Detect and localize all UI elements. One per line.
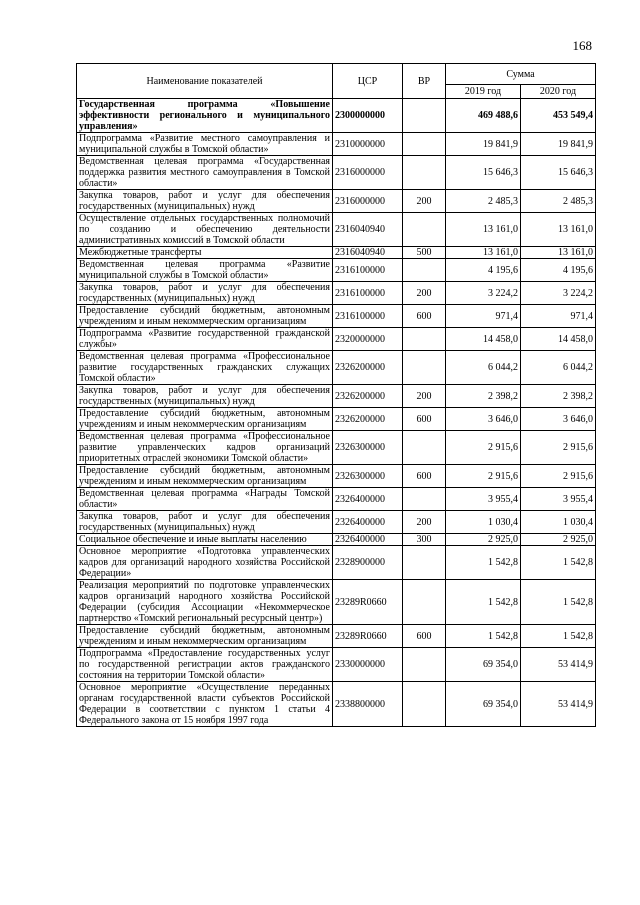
row-name: Подпрограмма «Развитие государственной гражданской службы» bbox=[77, 328, 333, 351]
row-csr: 2320000000 bbox=[333, 328, 403, 351]
row-csr: 2300000000 bbox=[333, 99, 403, 133]
row-value-2019: 2 485,3 bbox=[446, 190, 521, 213]
row-csr: 2326200000 bbox=[333, 385, 403, 408]
header-vr: ВР bbox=[403, 64, 446, 99]
row-csr: 2326300000 bbox=[333, 431, 403, 465]
row-name: Предоставление субсидий бюджетным, автономным учреждениям и иным некоммерческим организациям bbox=[77, 625, 333, 648]
row-csr: 2326300000 bbox=[333, 465, 403, 488]
table-row bbox=[77, 431, 596, 465]
row-csr: 2316040940 bbox=[333, 247, 403, 259]
row-vr bbox=[403, 99, 446, 133]
row-value-2020: 15 646,3 bbox=[521, 156, 596, 190]
budget-table bbox=[76, 63, 596, 727]
row-vr: 600 bbox=[403, 305, 446, 328]
row-csr: 2316000000 bbox=[333, 156, 403, 190]
row-value-2019: 1 542,8 bbox=[446, 580, 521, 625]
table-row bbox=[77, 546, 596, 580]
row-value-2019: 13 161,0 bbox=[446, 213, 521, 247]
row-name: Ведомственная целевая программа «Награды Томской области» bbox=[77, 488, 333, 511]
row-vr: 600 bbox=[403, 408, 446, 431]
row-name: Закупка товаров, работ и услуг для обеспечения государственных (муниципальных) нужд bbox=[77, 385, 333, 408]
row-value-2020: 14 458,0 bbox=[521, 328, 596, 351]
row-name: Предоставление субсидий бюджетным, автономным учреждениям и иным некоммерческим организациям bbox=[77, 305, 333, 328]
table-row bbox=[77, 328, 596, 351]
row-value-2019: 2 925,0 bbox=[446, 534, 521, 546]
row-vr: 600 bbox=[403, 625, 446, 648]
row-vr bbox=[403, 682, 446, 727]
row-value-2020: 19 841,9 bbox=[521, 133, 596, 156]
table-row bbox=[77, 682, 596, 727]
row-name: Ведомственная целевая программа «Профессиональное развитие государственных гражданских служащих Томской области» bbox=[77, 351, 333, 385]
row-csr: 2316100000 bbox=[333, 282, 403, 305]
row-value-2019: 1 542,8 bbox=[446, 625, 521, 648]
row-name: Закупка товаров, работ и услуг для обеспечения государственных (муниципальных) нужд bbox=[77, 282, 333, 305]
row-value-2020: 53 414,9 bbox=[521, 682, 596, 727]
row-vr bbox=[403, 351, 446, 385]
row-value-2020: 2 915,6 bbox=[521, 431, 596, 465]
row-vr: 300 bbox=[403, 534, 446, 546]
row-csr: 2326200000 bbox=[333, 408, 403, 431]
row-csr: 2316100000 bbox=[333, 259, 403, 282]
row-value-2020: 6 044,2 bbox=[521, 351, 596, 385]
row-vr: 200 bbox=[403, 282, 446, 305]
row-vr: 200 bbox=[403, 511, 446, 534]
row-value-2020: 1 542,8 bbox=[521, 580, 596, 625]
row-name: Межбюджетные трансферты bbox=[77, 247, 333, 259]
row-value-2020: 2 915,6 bbox=[521, 465, 596, 488]
row-value-2020: 3 646,0 bbox=[521, 408, 596, 431]
row-value-2020: 1 542,8 bbox=[521, 546, 596, 580]
row-value-2020: 2 398,2 bbox=[521, 385, 596, 408]
row-vr: 200 bbox=[403, 385, 446, 408]
row-csr: 2326400000 bbox=[333, 511, 403, 534]
header-name: Наименование показателей bbox=[77, 64, 333, 99]
row-csr: 2326400000 bbox=[333, 488, 403, 511]
row-value-2019: 15 646,3 bbox=[446, 156, 521, 190]
table-row bbox=[77, 625, 596, 648]
header-2019: 2019 год bbox=[446, 85, 521, 99]
row-vr bbox=[403, 259, 446, 282]
row-csr: 2338800000 bbox=[333, 682, 403, 727]
row-csr: 2316100000 bbox=[333, 305, 403, 328]
row-value-2020: 2 925,0 bbox=[521, 534, 596, 546]
row-value-2020: 3 224,2 bbox=[521, 282, 596, 305]
row-value-2020: 13 161,0 bbox=[521, 247, 596, 259]
row-value-2020: 971,4 bbox=[521, 305, 596, 328]
header-csr: ЦСР bbox=[333, 64, 403, 99]
row-value-2019: 4 195,6 bbox=[446, 259, 521, 282]
row-csr: 23289R0660 bbox=[333, 580, 403, 625]
row-value-2019: 1 030,4 bbox=[446, 511, 521, 534]
row-name: Основное мероприятие «Осуществление переданных органам государственной власти субъектов Российской Федерации в соответствии с пунктом 1 статьи 4 Федерального закона от 15 ноября 1997 года bbox=[77, 682, 333, 727]
table-row bbox=[77, 648, 596, 682]
row-value-2019: 971,4 bbox=[446, 305, 521, 328]
row-vr bbox=[403, 546, 446, 580]
row-name: Предоставление субсидий бюджетным, автономным учреждениям и иным некоммерческим организациям bbox=[77, 408, 333, 431]
row-name: Государственная программа «Повышение эффективности регионального и муниципального управления» bbox=[77, 99, 333, 133]
row-value-2019: 69 354,0 bbox=[446, 648, 521, 682]
row-name: Закупка товаров, работ и услуг для обеспечения государственных (муниципальных) нужд bbox=[77, 190, 333, 213]
table-row bbox=[77, 282, 596, 305]
table-row bbox=[77, 305, 596, 328]
table-row bbox=[77, 580, 596, 625]
row-vr bbox=[403, 488, 446, 511]
row-name: Ведомственная целевая программа «Профессиональное развитие управленческих кадров организаций приоритетных отраслей экономики Томской области» bbox=[77, 431, 333, 465]
table-row bbox=[77, 247, 596, 259]
table-row bbox=[77, 488, 596, 511]
row-vr bbox=[403, 156, 446, 190]
row-name: Ведомственная целевая программа «Государственная поддержка развития местного самоуправления в Томской области» bbox=[77, 156, 333, 190]
row-csr: 2316040940 bbox=[333, 213, 403, 247]
row-csr: 2326200000 bbox=[333, 351, 403, 385]
row-value-2019: 14 458,0 bbox=[446, 328, 521, 351]
table-body bbox=[77, 99, 596, 727]
row-value-2020: 1 030,4 bbox=[521, 511, 596, 534]
row-value-2020: 1 542,8 bbox=[521, 625, 596, 648]
table-row bbox=[77, 465, 596, 488]
row-vr: 500 bbox=[403, 247, 446, 259]
row-vr bbox=[403, 133, 446, 156]
row-value-2019: 2 915,6 bbox=[446, 431, 521, 465]
row-value-2019: 2 915,6 bbox=[446, 465, 521, 488]
row-name: Реализация мероприятий по подготовке управленческих кадров организаций народного хозяйства Российской Федерации (субсидия Ассоциации «Некоммерческое партнерство «Томский региональный ресурсный центр») bbox=[77, 580, 333, 625]
row-vr bbox=[403, 431, 446, 465]
row-value-2019: 1 542,8 bbox=[446, 546, 521, 580]
row-vr: 600 bbox=[403, 465, 446, 488]
row-value-2019: 3 955,4 bbox=[446, 488, 521, 511]
row-csr: 2316000000 bbox=[333, 190, 403, 213]
row-name: Ведомственная целевая программа «Развитие муниципальной службы в Томской области» bbox=[77, 259, 333, 282]
table-row bbox=[77, 156, 596, 190]
row-vr bbox=[403, 648, 446, 682]
row-name: Закупка товаров, работ и услуг для обеспечения государственных (муниципальных) нужд bbox=[77, 511, 333, 534]
table-header bbox=[77, 64, 596, 99]
table-row bbox=[77, 511, 596, 534]
row-name: Осуществление отдельных государственных полномочий по созданию и обеспечению деятельности административных комиссий в Томской области bbox=[77, 213, 333, 247]
row-csr: 2330000000 bbox=[333, 648, 403, 682]
table-row bbox=[77, 408, 596, 431]
row-value-2019: 469 488,6 bbox=[446, 99, 521, 133]
row-value-2019: 3 224,2 bbox=[446, 282, 521, 305]
row-value-2020: 4 195,6 bbox=[521, 259, 596, 282]
row-name: Подпрограмма «Предоставление государственных услуг по государственной регистрации актов гражданского состояния на территории Томской области» bbox=[77, 648, 333, 682]
row-value-2019: 2 398,2 bbox=[446, 385, 521, 408]
row-vr bbox=[403, 580, 446, 625]
row-value-2020: 53 414,9 bbox=[521, 648, 596, 682]
row-csr: 2328900000 bbox=[333, 546, 403, 580]
page-number: 168 bbox=[572, 38, 592, 53]
row-vr bbox=[403, 328, 446, 351]
row-value-2019: 6 044,2 bbox=[446, 351, 521, 385]
row-name: Основное мероприятие «Подготовка управленческих кадров для организаций народного хозяйства Российской Федерации» bbox=[77, 546, 333, 580]
table-row bbox=[77, 133, 596, 156]
row-value-2019: 13 161,0 bbox=[446, 247, 521, 259]
row-vr bbox=[403, 213, 446, 247]
row-value-2019: 3 646,0 bbox=[446, 408, 521, 431]
header-2020: 2020 год bbox=[521, 85, 596, 99]
row-value-2020: 13 161,0 bbox=[521, 213, 596, 247]
row-value-2020: 453 549,4 bbox=[521, 99, 596, 133]
row-csr: 23289R0660 bbox=[333, 625, 403, 648]
row-name: Социальное обеспечение и иные выплаты населению bbox=[77, 534, 333, 546]
row-csr: 2310000000 bbox=[333, 133, 403, 156]
table-row bbox=[77, 385, 596, 408]
table-row bbox=[77, 534, 596, 546]
row-name: Предоставление субсидий бюджетным, автономным учреждениям и иным некоммерческим организациям bbox=[77, 465, 333, 488]
table-row bbox=[77, 213, 596, 247]
row-value-2019: 19 841,9 bbox=[446, 133, 521, 156]
row-vr: 200 bbox=[403, 190, 446, 213]
table-row bbox=[77, 259, 596, 282]
table-row bbox=[77, 99, 596, 133]
table-row bbox=[77, 351, 596, 385]
row-value-2020: 3 955,4 bbox=[521, 488, 596, 511]
row-csr: 2326400000 bbox=[333, 534, 403, 546]
header-sum: Сумма bbox=[446, 64, 596, 85]
row-value-2020: 2 485,3 bbox=[521, 190, 596, 213]
row-name: Подпрограмма «Развитие местного самоуправления и муниципальной службы в Томской области» bbox=[77, 133, 333, 156]
table-row bbox=[77, 190, 596, 213]
row-value-2019: 69 354,0 bbox=[446, 682, 521, 727]
